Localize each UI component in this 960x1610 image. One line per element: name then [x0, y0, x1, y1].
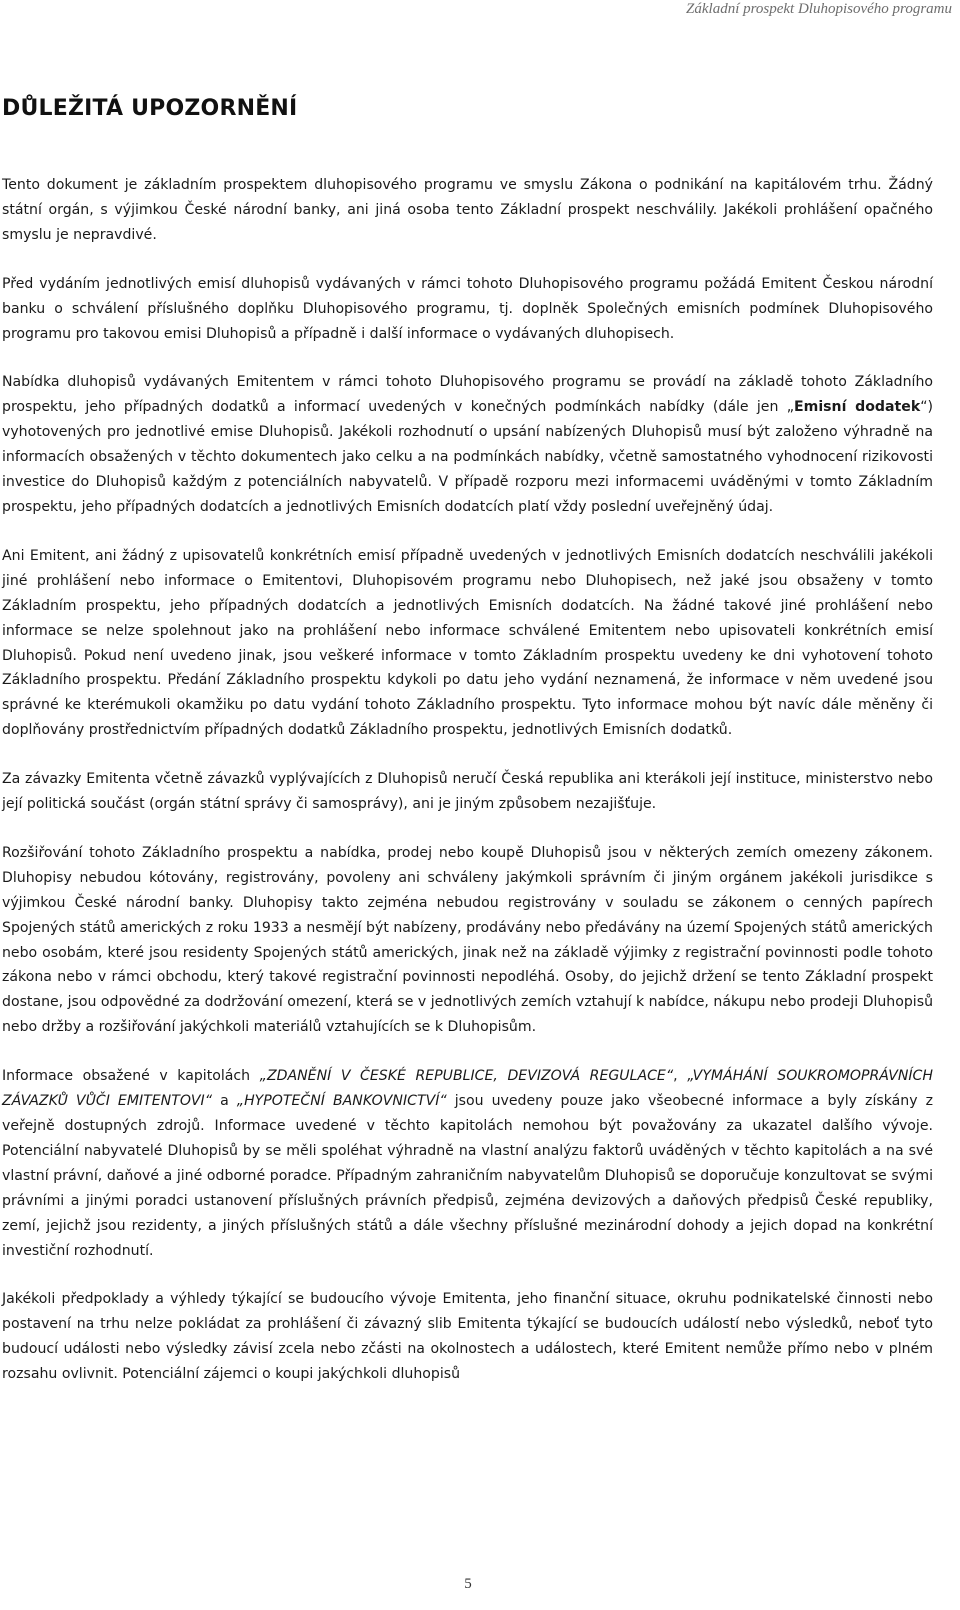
- paragraph-offer-basis: [2, 370, 933, 519]
- running-header: Základní prospekt Dluhopisového programu: [686, 1, 952, 17]
- chapter-info-lead: Informace obsažené v kapitolách: [2, 1068, 260, 1085]
- paragraph-forward-looking: Jakékoli předpoklady a výhledy týkající se budoucího vývoje Emitenta, jeho finanční situace, okruhu podnikatelské činnosti nebo postavení na trhu nelze pokládat za prohlášení či závazný slib Emitenta týkající se budoucích událostí nebo výsledků, neboť tyto budoucí události nebo výsledky závisí zcela nebo zčásti na okolnostech a událostech, které Emitent nemůže přímo nebo v plném rozsahu ovlivnit. Potenciální zájemci o koupi jakýchkoli dluhopisů: [2, 1291, 933, 1383]
- paragraph-chapter-information: [2, 1064, 933, 1263]
- paragraph-offer-basis-text-continued: “) vyhotovených pro jednotlivé emise Dluhopisů. Jakékoli rozhodnutí o upsání nabízených Dluhopisů musí být založeno výhradně na informacích obsažených v těchto dokumentech jako celku a na podmínkách nabídky, včetně samostatného vyhodnocení rizikovosti investice do Dluhopisů každým z potenciálních nabyvatelů. V případě rozporu mezi informacemi uváděnými v tomto Základním prospektu, jeho případných dodatcích a jednotlivých Emisních dodatcích platí vždy poslední uveřejněný údaj.: [2, 399, 933, 515]
- paragraph-approval-notice: Tento dokument je základním prospektem dluhopisového programu ve smyslu Zákona o podnikání na kapitálovém trhu. Žádný státní orgán, s výjimkou České národní banky, ani jiná osoba tento Základní prospekt neschválily. Jakékoli prohlášení opačného smyslu je nepravdivé.: [2, 177, 933, 243]
- page-number: 5: [464, 1576, 472, 1592]
- paragraph-no-other-statements: Ani Emitent, ani žádný z upisovatelů konkrétních emisí případně uvedených v jednotlivých Emisních dodatcích neschválili jakékoli jiné prohlášení nebo informace o Emitentovi, Dluhopisovém programu nebo Dluhopisech, než jaké jsou obsaženy v tomto Základním prospektu, jeho případných dodatcích a jednotlivých Emisních dodatcích. Na žádné takové jiné prohlášení nebo informace se nelze spolehnout jako na prohlášení nebo informace schválené Emitentem nebo upisovateli konkrétních emisí Dluhopisů. Pokud není uvedeno jinak, jsou veškeré informace v tomto Základním prospektu uvedeny ke dni vyhotovení tohoto Základního prospektu. Předání Základního prospektu kdykoli po datu jeho vydání neznamená, že informace v něm uvedené jsou správné ke kterémukoli okamžiku po datu vydání tohoto Základního prospektu. Tyto informace mohou být navíc dále měněny či doplňovány prostřednictvím případných dodatků Základního prospektu, jednotlivých Emisních dodatků.: [2, 547, 933, 739]
- chapter-separator: a: [212, 1093, 237, 1110]
- section-title: DŮLEŽITÁ UPOZORNĚNÍ: [2, 96, 298, 121]
- chapter-reference-enforcement: „VYMÁHÁNÍ SOUKROMOPRÁVNÍCH ZÁVAZKŮ VŮČI EMITENTOVI“: [2, 1068, 933, 1110]
- document-body: [2, 173, 933, 1387]
- paragraph-issue-supplement: Před vydáním jednotlivých emisí dluhopisů vydávaných v rámci tohoto Dluhopisového programu požádá Emitent Českou národní banku o schválení příslušného doplňku Dluhopisového programu, tj. doplněk Společných emisních podmínek Dluhopisového programu pro takovou emisi Dluhopisů a případně i další informace o vydávaných dluhopisech.: [2, 275, 933, 342]
- chapter-separator: ,: [673, 1068, 688, 1085]
- paragraph-distribution-restrictions: Rozšiřování tohoto Základního prospektu a nabídka, prodej nebo koupě Dluhopisů jsou v některých zemích omezeny zákonem. Dluhopisy nebudou kótovány, registrovány, povoleny ani schváleny jakýmkoli správním či jiným orgánem jakékoli jurisdikce s výjimkou České národní banky. Dluhopisy takto zejména nebudou registrovány v souladu se zákonem o cenných papírech Spojených států amerických z roku 1933 a nesmějí být nabízeny, prodávány nebo předávány na území Spojených států amerických nebo osobám, které jsou residenty Spojených států amerických, jinak než na základě výjimky z registrační povinnosti podle tohoto zákona nebo v rámci obchodu, který takové registrační povinnosti nepodléhá. Osoby, do jejichž držení se tento Základní prospekt dostane, jsou odpovědné za dodržování omezení, která se v jednotlivých zemích vztahují k nabídce, nákupu nebo prodeji Dluhopisů nebo držby a rozšiřování jakýchkoli materiálů vztahujících se k Dluhopisům.: [2, 844, 933, 1036]
- paragraph-no-state-guarantee: Za závazky Emitenta včetně závazků vyplývajících z Dluhopisů neručí Česká republika ani kterákoli její instituce, ministerstvo nebo její politická součást (orgán státní správy či samosprávy), ani je jiným způsobem nezajišťuje.: [2, 771, 933, 813]
- chapter-reference-taxation: „ZDANĚNÍ V ČESKÉ REPUBLICE, DEVIZOVÁ REGULACE“: [259, 1068, 674, 1085]
- chapter-info-rest: jsou uvedeny pouze jako všeobecné informace a byly získány z veřejně dostupných zdrojů. Informace uvedené v těchto kapitolách nemohou být považovány za ukazatel dalšího vývoje. Potenciální nabyvatelé Dluhopisů by se měli spoléhat výhradně na vlastní analýzu faktorů uváděných v těchto kapitolách a na své vlastní právní, daňové a jiné odborné poradce. Případným zahraničním nabyvatelům Dluhopisů se doporučuje konzultovat se svými právními a jinými poradci ustanovení příslušných právních předpisů, zejména devizových a daňových předpisů České republiky, zemí, jejichž jsou rezidenty, a jiných příslušných států a dále všechny příslušné mezinárodní dohody a jejich dopad na konkrétní investiční rozhodnutí.: [2, 1093, 933, 1259]
- paragraph-offer-basis-text: Nabídka dluhopisů vydávaných Emitentem v rámci tohoto Dluhopisového programu se provádí na základě tohoto Základního prospektu, jeho případných dodatků a informací uvedených v konečných podmínkách nabídky (dále jen „: [2, 374, 933, 416]
- chapter-reference-mortgage-banking: „HYPOTEČNÍ BANKOVNICTVÍ“: [236, 1093, 447, 1110]
- defined-term-emisni-dodatek: Emisní dodatek: [794, 399, 921, 416]
